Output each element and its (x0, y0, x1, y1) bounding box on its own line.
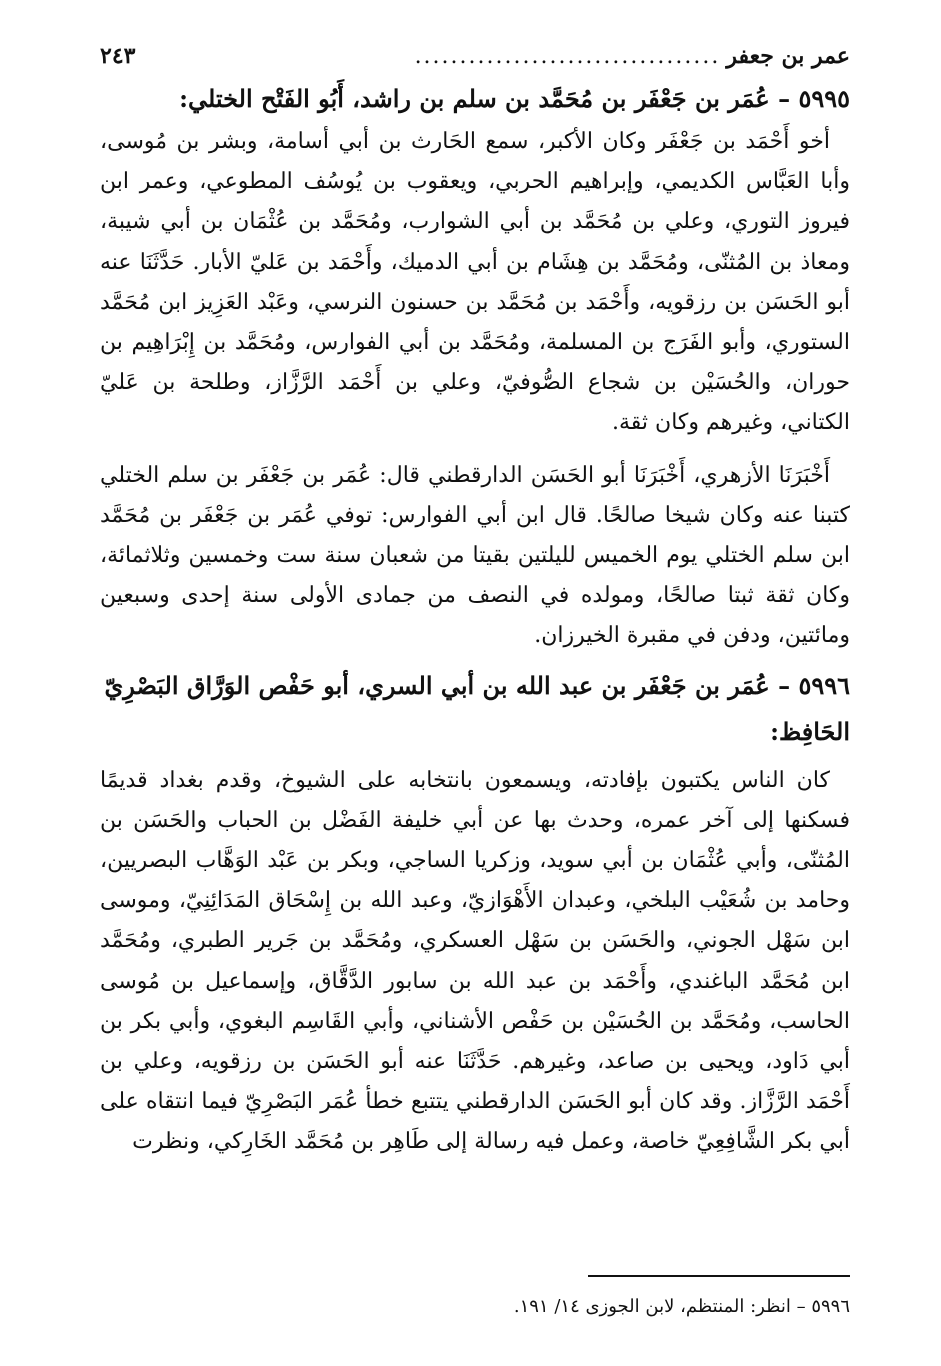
footnote-separator (588, 1275, 850, 1277)
running-title-group (415, 36, 850, 77)
entry-5995-paragraph-2: أَخْبَرَنَا الأزهري، أَخْبَرَنَا أبو الحَسَن الدارقطني قال: عُمَر بن جَعْفَر بن سلم الختلي كتبنا عنه وكان شيخا صالحًا. قال ابن أبي الفوارس: توفي عُمَر بن جَعْفَر بن مُحَمَّد ابن سلم الختلي يوم الخميس لليلتين بقيتا من شعبان سنة ست وخمسين وثلاثمائة، وكان ثقة ثبتا صالحًا، ومولده في النصف من جمادى الأولى سنة إحدى وسبعين ومائتين، ودفن في مقبرة الخيرزان. (100, 462, 850, 649)
entry-5996-title: ٥٩٩٦ – عُمَر بن جَعْفَر بن عبد الله بن أبي السري، أبو حَفْص الوَرَّاق البَصْرِيّ الحَافِظ: (104, 670, 850, 746)
footnote: ٥٩٩٦ – انظر: المنتظم، لابن الجوزى ١٤/ ١٩١. (513, 1296, 850, 1317)
running-title: عمر بن جعفر (726, 43, 850, 69)
leader-dots: .................................. (414, 44, 721, 69)
entry-5996-paragraph: كان الناس يكتبون بإفادته، ويسمعون بانتخابه على الشيوخ، وقدم بغداد قديمًا فسكنها إلى آخر عمره، وحدث بها عن أبي خليفة الفَضْل بن الحباب والحَسَن بن المُثنّى، وأبي عُثْمَان بن أبي سويد، وزكريا الساجي، وبكر بن عَبْد الوَهَّاب البصريين، وحامد بن شُعَيْب البلخي، وعبدان الأَهْوَازيّ، وعبد الله بن إِسْحَاق المَدَائِنِيّ، وموسى ابن سَهْل الجوني، والحَسَن بن سَهْل العسكري، ومُحَمَّد بن جَرير الطبري، ومُحَمَّد ابن مُحَمَّد الباغندي، وأَحْمَد بن عبد الله بن سابور الدَّقَّاق، وإسماعيل بن مُوسى الحاسب، ومُحَمَّد بن الحُسَيْن بن حَفْص الأشناني، وأبي القَاسِم البغوي، وأبي بكر بن أبي دَاود، ويحيى بن صاعد، وغيرهم. حَدَّثَنَا عنه أبو الحَسَن بن رزقويه، وعلي بن أَحْمَد الرَّزَّاز. وقد كان أبو الحَسَن الدارقطني يتتبع خطأ عُمَر البَصْرِيّ فيما انتقاه على أبي بكر الشَّافِعِيّ خاصة، وعمل فيه رسالة إلى طَاهِر بن مُحَمَّد الخَارِكي، ونظرت (100, 767, 850, 1155)
running-header (100, 36, 850, 76)
entry-5995-title: ٥٩٩٥ – عُمَر بن جَعْفَر بن مُحَمَّد بن سلم بن راشد، أَبُو الفَتْح الختلي: (179, 84, 850, 113)
entry-5995-paragraph-1: أخو أَحْمَد بن جَعْفَر وكان الأكبر، سمع الحَارث بن أبي أسامة، وبشر بن مُوسى، وأبا العَبَّاس الكديمي، وإبراهيم الحربي، ويعقوب بن يُوسُف المطوعي، وعمر ابن فيروز التوري، وعلي بن مُحَمَّد بن أبي الشوارب، ومُحَمَّد بن عُثْمَان بن أبي شيبة، ومعاذ بن المُثنّى، ومُحَمَّد بن هِشَام بن أبي الدميك، وأَحْمَد بن عَليّ الأبار. حَدَّثَنَا عنه أبو الحَسَن بن رزقويه، وأَحْمَد بن مُحَمَّد بن حسنون النرسي، وعَبْد العَزِيز ابن مُحَمَّد الستوري، وأبو الفَرَج بن المسلمة، ومُحَمَّد بن أبي الفوارس، ومُحَمَّد بن إِبْرَاهِيم بن حوران، والحُسَيْن بن شجاع الصُّوفيّ، وعلي بن أَحْمَد الرَّزَّاز، وطلحة بن عَليّ الكتاني، وغيرهم وكان ثقة. (100, 129, 850, 436)
page-number: ٢٤٣ (100, 43, 136, 69)
book-page (100, 36, 850, 1163)
paragraph-spacer (100, 444, 850, 456)
